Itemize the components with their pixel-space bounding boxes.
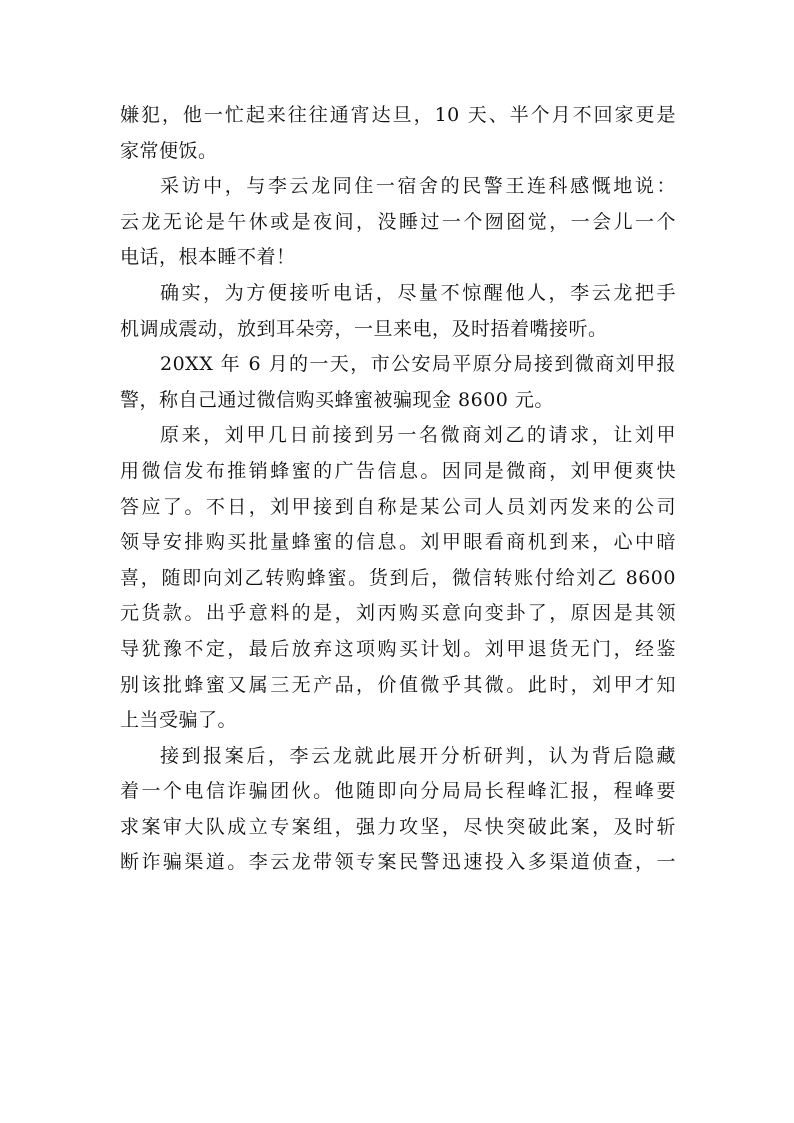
text-line: 用微信发布推销蜂蜜的广告信息。因同是微商，刘甲便爽快 — [120, 459, 676, 482]
text-line: 云龙无论是午休或是夜间，没睡过一个囫囵觉，一会儿一个 — [120, 210, 676, 233]
article-body — [120, 98, 676, 881]
text-line: 20XX 年 6 月的一天，市公安局平原分局接到微商刘甲报 — [160, 353, 676, 376]
text-line: 喜，随即向刘乙转购蜂蜜。货到后，微信转账付给刘乙 8600 — [120, 566, 676, 589]
text-line: 领导安排购买批量蜂蜜的信息。刘甲眼看商机到来，心中暗 — [120, 531, 676, 554]
text-line: 答应了。不日，刘甲接到自称是某公司人员刘丙发来的公司 — [120, 495, 676, 518]
text-line: 导犹豫不定，最后放弃这项购买计划。刘甲退货无门，经鉴 — [120, 637, 676, 660]
text-line: 原来，刘甲几日前接到另一名微商刘乙的请求，让刘甲 — [160, 424, 676, 447]
text-line: 着一个电信诈骗团伙。他随即向分局局长程峰汇报，程峰要 — [120, 780, 676, 803]
text-line: 元货款。出乎意料的是，刘丙购买意向变卦了，原因是其领 — [120, 602, 676, 625]
text-line: 上当受骗了。 — [120, 709, 238, 732]
text-line: 确实，为方便接听电话，尽量不惊醒他人，李云龙把手 — [160, 281, 676, 304]
text-line: 断诈骗渠道。李云龙带领专案民警迅速投入多渠道侦查，一 — [120, 851, 676, 874]
text-line: 嫌犯，他一忙起来往往通宵达旦，10 天、半个月不回家更是 — [120, 104, 676, 126]
text-line: 接到报案后，李云龙就此展开分析研判，认为背后隐藏 — [160, 744, 676, 767]
text-line: 求案审大队成立专案组，强力攻坚，尽快突破此案，及时斩 — [120, 815, 676, 838]
text-line: 电话，根本睡不着！ — [120, 246, 296, 269]
text-line: 采访中，与李云龙同住一宿舍的民警王连科感慨地说： — [160, 175, 676, 198]
text-line: 家常便饭。 — [120, 139, 218, 162]
text-line: 别该批蜂蜜又属三无产品，价值微乎其微。此时，刘甲才知 — [120, 673, 676, 696]
text-line: 机调成震动，放到耳朵旁，一旦来电，及时捂着嘴接听。 — [120, 317, 608, 340]
text-line: 警，称自己通过微信购买蜂蜜被骗现金 8600 元。 — [120, 388, 554, 411]
